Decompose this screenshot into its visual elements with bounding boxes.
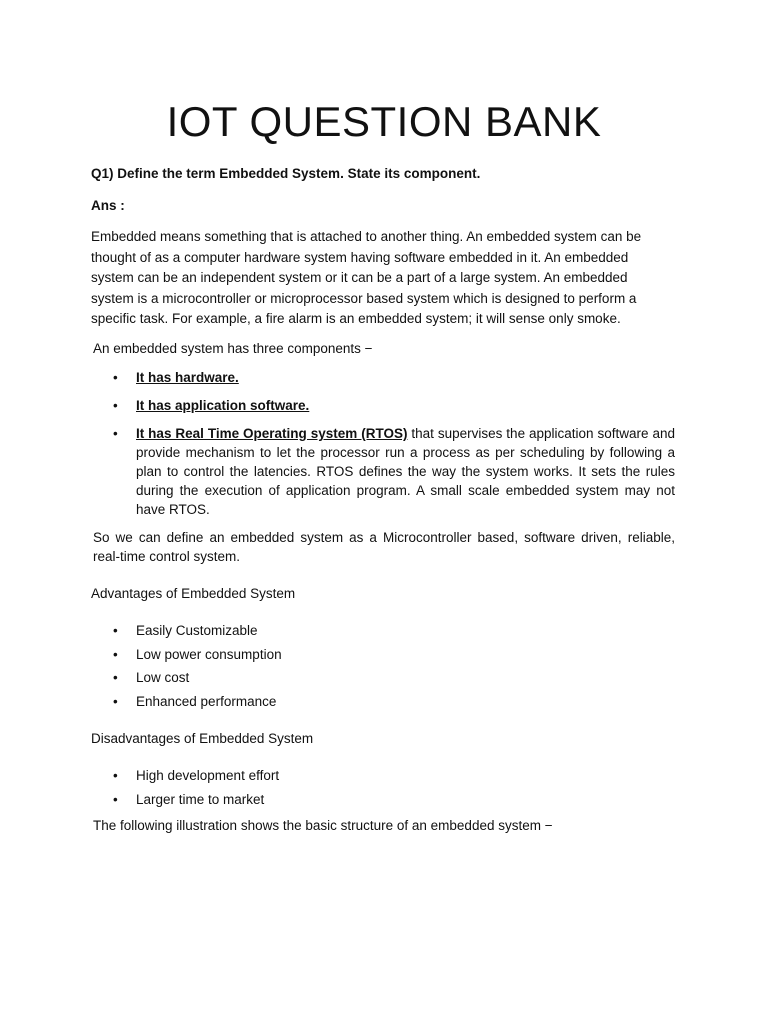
list-item: • Low power consumption: [113, 645, 282, 669]
list-item: [113, 396, 675, 415]
definition-paragraph: So we can define an embedded system as a Microcontroller based, software driven, reliable, real-time control system.: [93, 530, 675, 564]
list-item: • High development effort: [113, 766, 279, 790]
list-item: • Enhanced performance: [113, 692, 282, 716]
list-item: • Larger time to market: [113, 790, 279, 814]
list-item: [113, 424, 675, 519]
component-description: that supervises the application software and provide mechanism to let the processor run a process as per scheduling by following a plan to control the latencies. RTOS defines the way the system works. It sets the rules during the execution of application program. A small scale embedded system may not have RTOS.: [136, 426, 675, 517]
intro-paragraph: Embedded means something that is attached to another thing. An embedded system can be thought of as a computer hardware system having software embedded in it. An embedded system can be an independent system or it can be a part of a large system. An embedded system is a microcontroller or microprocessor based system which is designed to perform a specific task. For example, a fire alarm is an embedded system; it will sense only smoke.: [91, 229, 642, 326]
components-intro: An embedded system has three components −: [93, 341, 373, 356]
question-heading: Q1) Define the term Embedded System. State its component.: [91, 166, 481, 181]
disadvantages-list: [113, 766, 279, 813]
list-item: [113, 368, 675, 387]
components-list: [113, 368, 675, 519]
component-label: It has application software.: [136, 398, 310, 413]
disadvantages-heading: Disadvantages of Embedded System: [91, 731, 314, 746]
page-title: IOT QUESTION BANK: [166, 98, 602, 145]
component-label: It has Real Time Operating system (RTOS): [136, 426, 408, 441]
illustration-intro: The following illustration shows the basic structure of an embedded system −: [93, 818, 553, 833]
advantages-list: [113, 621, 282, 716]
component-label: It has hardware.: [136, 370, 239, 385]
advantages-heading: Advantages of Embedded System: [91, 586, 296, 601]
answer-label: Ans :: [91, 198, 125, 213]
list-item: • Low cost: [113, 668, 282, 692]
list-item: • Easily Customizable: [113, 621, 282, 645]
